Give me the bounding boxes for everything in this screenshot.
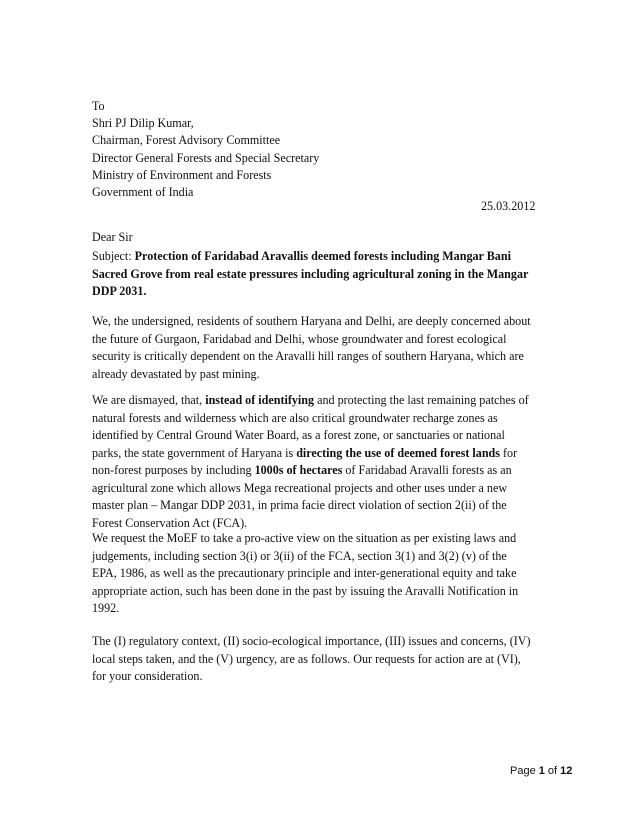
paragraph-line: EPA, 1986, as well as the precautionary principle and inter-generational equity and take: [92, 566, 517, 580]
paragraph-line: master plan – Mangar DDP 2031, in prima facie direct violation of section 2(ii) of the: [92, 498, 507, 512]
paragraph-line: local steps taken, and the (V) urgency, are as follows. Our requests for action are at (VI),: [92, 651, 521, 666]
address-line: Ministry of Environment and Forests: [92, 167, 272, 182]
paragraph-line: agricultural zone which allows Mega recreational projects and other uses under a new: [92, 480, 508, 495]
subject-line: [92, 248, 573, 266]
subject-text: Sacred Grove from real estate pressures including agricultural zoning in the Mangar: [92, 266, 529, 281]
text-run: of Faridabad Aravalli forests as an: [342, 463, 512, 477]
text-run: and protecting the last remaining patches of: [314, 393, 529, 407]
paragraph-line: security is critically dependent on the Aravalli hill ranges of southern Haryana, which are: [92, 349, 524, 363]
paragraph-line: judgements, including section 3(i) or 3(ii) of the FCA, section 3(1) and 3(2) (v) of the: [92, 548, 507, 563]
address-line: Shri PJ Dilip Kumar,: [92, 116, 194, 131]
paragraph-line: [92, 445, 573, 463]
paragraph-line: We, the undersigned, residents of southern Haryana and Delhi, are deeply concerned about: [92, 314, 531, 328]
paragraph-line: appropriate action, such has been done in the past by issuing the Aravalli Notification in: [92, 583, 519, 598]
address-line: To: [92, 99, 105, 113]
address-line: Director General Forests and Special Secretary: [92, 150, 320, 165]
dismay-paragraph: [92, 392, 573, 532]
letter-date: 25.03.2012: [481, 199, 536, 213]
paragraph-line: already devastated by past mining.: [92, 366, 260, 381]
subject-text: Protection of Faridabad Aravallis deemed forests including Mangar Bani: [134, 249, 511, 263]
current-page: 1: [538, 765, 545, 777]
text-run: parks, the state government of Haryana is: [92, 445, 297, 460]
paragraph-line: the future of Gurgaon, Faridabad and Delhi, whose groundwater and forest ecological: [92, 331, 507, 346]
paragraph-line: natural forests and wilderness which are also critical groundwater recharge zones as: [92, 410, 498, 425]
page-separator: of: [544, 765, 561, 777]
emphasis-text: 1000s of hectares: [254, 463, 343, 477]
paragraph-line: 1992.: [92, 601, 120, 615]
overview-paragraph: [92, 633, 573, 686]
emphasis-text: directing the use of deemed forest lands: [296, 445, 500, 460]
text-run: for: [499, 445, 518, 460]
paragraph-line: identified by Central Ground Water Board, as a forest zone, or sanctuaries or national: [92, 428, 505, 442]
subject-paragraph: [92, 248, 573, 301]
paragraph-line: [92, 462, 573, 480]
paragraph-line: The (I) regulatory context, (II) socio-ecological importance, (III) issues and concerns, (IV): [92, 634, 531, 648]
paragraph-line: for your consideration.: [92, 669, 203, 683]
address-line: Government of India: [92, 185, 194, 200]
subject-label: Subject:: [92, 249, 135, 263]
paragraph-line: [92, 392, 573, 410]
text-run: non-forest purposes by including: [92, 463, 255, 477]
concern-paragraph: [92, 313, 573, 383]
page-number: [510, 765, 572, 777]
salutation: Dear Sir: [92, 230, 133, 244]
paragraph-line: Forest Conservation Act (FCA).: [92, 515, 248, 530]
request-paragraph: [92, 530, 573, 618]
subject-text: DDP 2031.: [92, 284, 147, 298]
text-run: We are dismayed, that,: [92, 393, 206, 407]
paragraph-line: We request the MoEF to take a pro-active view on the situation as per existing laws and: [92, 531, 517, 545]
total-pages: 12: [560, 765, 573, 777]
emphasis-text: instead of identifying: [205, 393, 315, 407]
recipient-address: [92, 98, 319, 201]
page-label: Page: [510, 765, 539, 777]
address-line: Chairman, Forest Advisory Committee: [92, 133, 281, 148]
